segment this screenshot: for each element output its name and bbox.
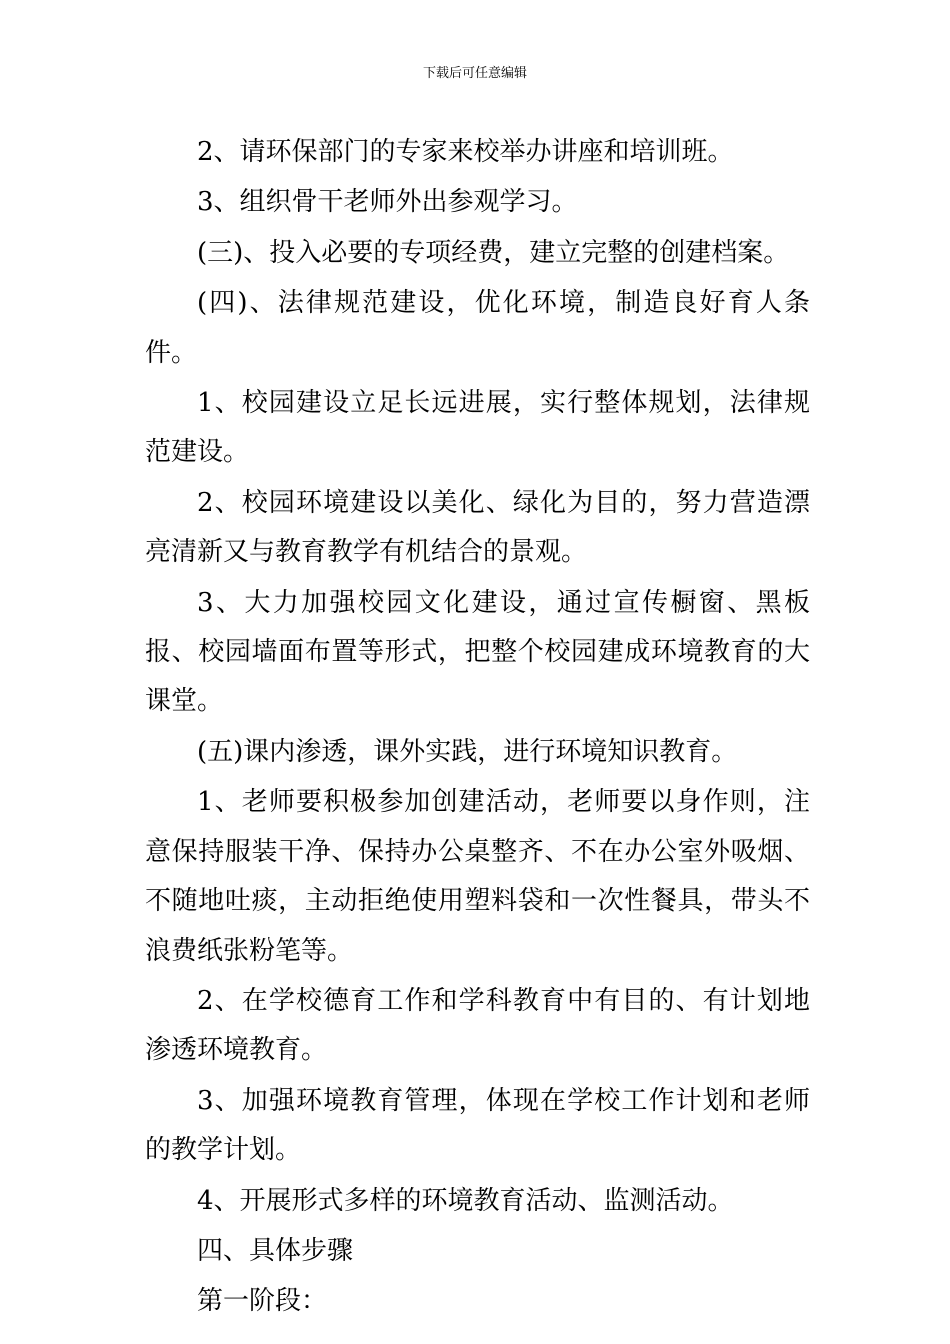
section-heading: 四、具体步骤 (197, 1235, 354, 1266)
paragraph-6: 2、校园环境建设以美化、绿化为目的，努力营造漂亮清新又与教育教学有机结合的景观。 (145, 487, 810, 568)
document-body (145, 128, 810, 1328)
stage-heading: 第一阶段： (197, 1286, 328, 1317)
paragraph-11: 3、加强环境教育管理，体现在学校工作计划和老师的教学计划。 (145, 1085, 810, 1166)
paragraph-8: (五)课内渗透，课外实践，进行环境知识教育。 (197, 736, 738, 767)
paragraph-7: 3、大力加强校园文化建设，通过宣传橱窗、黑板报、校园墙面布置等形式，把整个校园建成环境教育的大课堂。 (145, 587, 810, 717)
paragraph-1: 2、请环保部门的专家来校举办讲座和培训班。 (197, 137, 734, 167)
paragraph-2: 3、组织骨干老师外出参观学习。 (197, 187, 578, 218)
paragraph-10: 2、在学校德育工作和学科教育中有目的、有计划地渗透环境教育。 (145, 985, 810, 1066)
paragraph-12: 4、开展形式多样的环境教育活动、监测活动。 (197, 1185, 734, 1216)
paragraph-9: 1、老师要积极参加创建活动，老师要以身作则，注意保持服装干净、保持办公桌整齐、不在办公室外吸烟、不随地吐痰，主动拒绝使用塑料袋和一次性餐具，带头不浪费纸张粉笔等。 (145, 787, 810, 966)
paragraph-3: (三)、投入必要的专项经费，建立完整的创建档案。 (197, 237, 790, 268)
paragraph-5: 1、校园建设立足长远进展，实行整体规划，法律规范建设。 (145, 388, 810, 468)
paragraph-4: (四)、法律规范建设，优化环境，制造良好育人条件。 (145, 288, 810, 368)
page-header: 下载后可任意编辑 (422, 66, 527, 81)
